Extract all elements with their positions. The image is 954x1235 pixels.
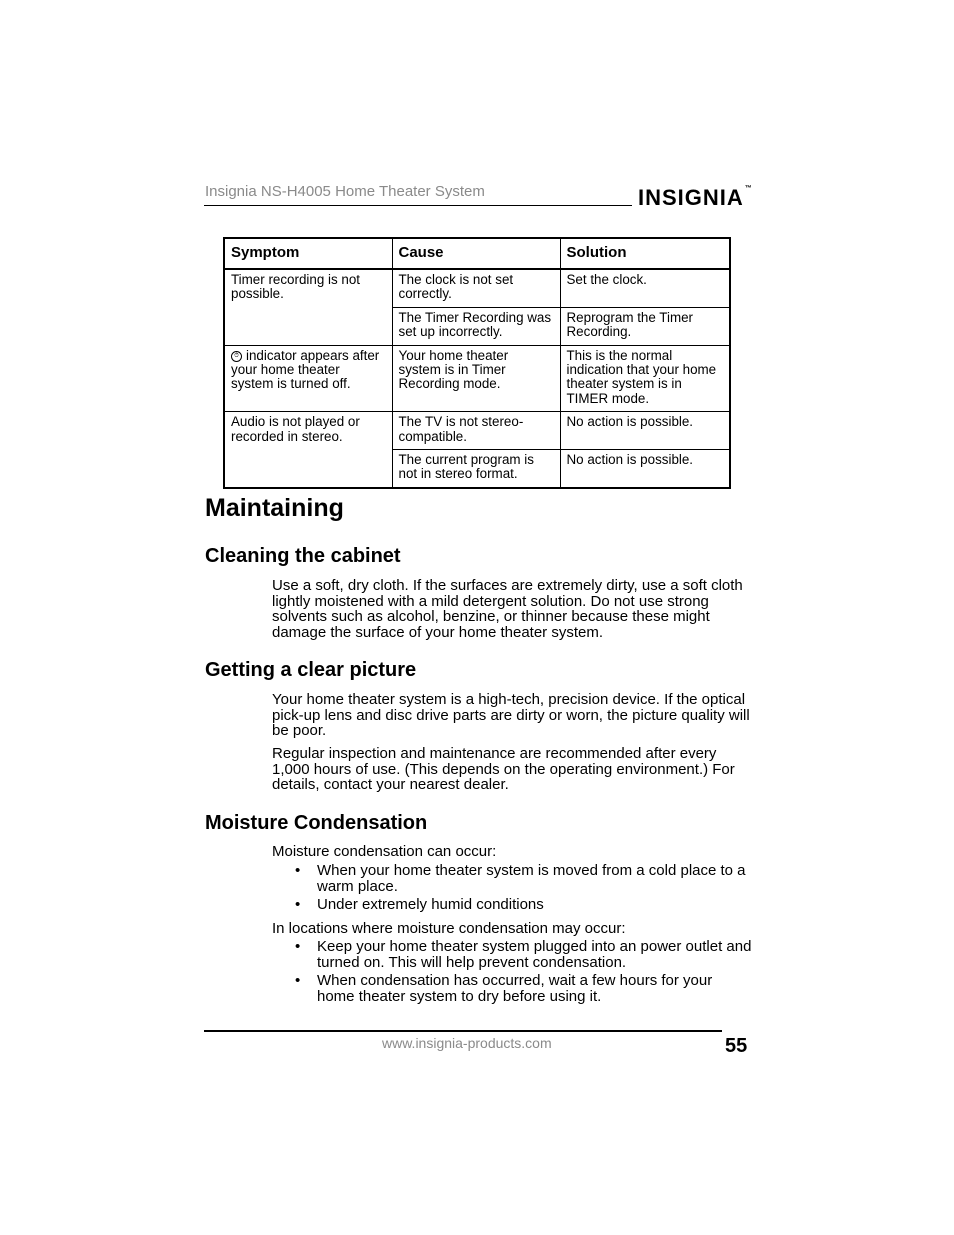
logo-text: INSIGNIA [638,185,744,210]
cause-cell: The TV is not stereo-compatible. [392,412,560,450]
moisture-intro-1: Moisture condensation can occur: [272,843,497,860]
list-item-text: When your home theater system is moved from a cold place to a warm place. [317,862,746,895]
picture-paragraph-1: Your home theater system is a high-tech, precision device. If the optical pick-up lens and disc drive parts are dirty or worn, the picture quality will be poor. [272,691,750,740]
solution-cell: Reprogram the Timer Recording. [560,307,730,345]
cause-cell: Your home theater system is in Timer Recording mode. [392,345,560,412]
page-number: 55 [725,1035,748,1057]
list-item [272,939,752,970]
column-header-cause: Cause [392,238,560,269]
table-row [224,412,730,450]
footer-url: www.insignia-products.com [382,1035,552,1051]
table-row [224,345,730,412]
bullet-glyph: • [295,938,301,955]
bullet-glyph: • [295,862,301,879]
picture-paragraph-2: Regular inspection and maintenance are recommended after every 1,000 hours of use. (This depends on the operating environment.) For details, contact your nearest dealer. [272,745,735,794]
cleaning-paragraph: Use a soft, dry cloth. If the surfaces are extremely dirty, use a soft cloth lightly moistened with a mild detergent solution. Do not use strong solvents such as alcohol, benzine, or thinner because these might damage the surface of your home theater system. [272,577,743,641]
symptom-cell: Audio is not played or recorded in stereo. [224,412,392,488]
list-item [272,863,752,894]
symptom-cell [224,345,392,412]
bullet-glyph: • [295,972,301,990]
list-item [272,897,752,913]
column-header-symptom: Symptom [224,238,392,269]
list-item-text: Keep your home theater system plugged into an power outlet and turned on. This will help prevent condensation. [317,938,752,971]
cause-cell: The Timer Recording was set up incorrectly. [392,307,560,345]
footer-rule [204,1030,722,1032]
moisture-intro-2: In locations where moisture condensation may occur: [272,920,626,937]
symptom-cell: Timer recording is not possible. [224,269,392,345]
solution-cell: Set the clock. [560,269,730,307]
heading-cleaning-cabinet: Cleaning the cabinet [205,545,401,567]
insignia-logo [638,185,752,211]
header-rule [204,205,632,206]
running-header-title: Insignia NS-H4005 Home Theater System [205,183,485,200]
symptom-text: indicator appears after your home theater system is turned off. [231,347,380,392]
column-header-solution: Solution [560,238,730,269]
logo-trademark: ™ [744,185,752,192]
moisture-prevention-list [272,939,752,1007]
timer-indicator-icon: ⏱ [231,351,242,362]
heading-moisture-condensation: Moisture Condensation [205,812,428,834]
heading-clear-picture: Getting a clear picture [205,659,417,681]
section-title-maintaining: Maintaining [205,494,344,522]
bullet-glyph: • [295,896,301,914]
table-header-row [224,238,730,269]
list-item [272,973,752,1004]
list-item-text: Under extremely humid conditions [317,896,544,914]
troubleshooting-table [223,237,731,489]
list-item-text: When condensation has occurred, wait a few hours for your home theater system to dry before using it. [317,972,713,1005]
cause-cell: The current program is not in stereo format. [392,450,560,488]
solution-cell: No action is possible. [560,412,730,450]
moisture-causes-list [272,863,752,916]
solution-cell: This is the normal indication that your home theater system is in TIMER mode. [560,345,730,412]
cause-cell: The clock is not set correctly. [392,269,560,307]
table-row [224,269,730,307]
solution-cell: No action is possible. [560,450,730,488]
